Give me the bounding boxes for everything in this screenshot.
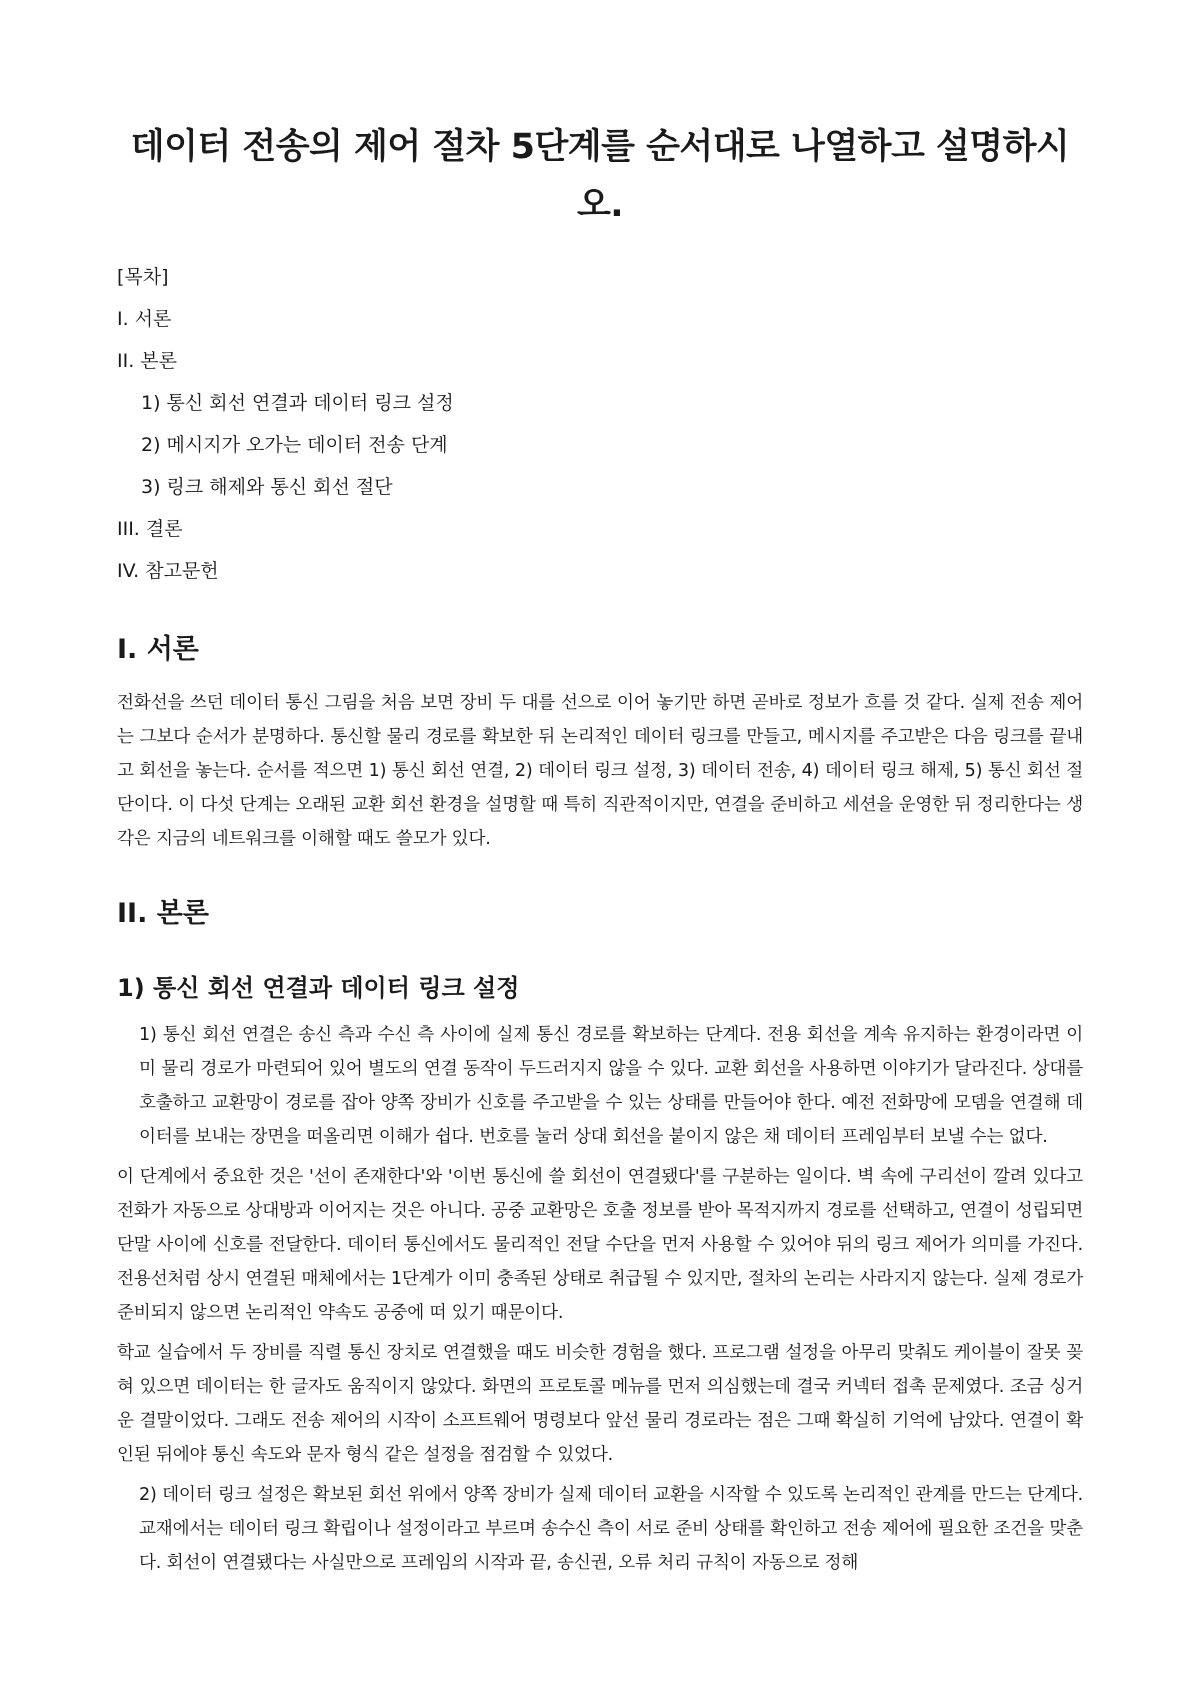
- toc-subitem: 3) 링크 해제와 통신 회선 절단: [141, 476, 393, 498]
- toc-item: III. 결론: [117, 518, 183, 540]
- body-paragraph: 1) 통신 회선 연결은 송신 측과 수신 측 사이에 실제 통신 경로를 확보하는 단계다. 전용 회선을 계속 유지하는 환경이라면 이미 물리 경로가 마련되어 있어 별도의 연결 동작이 두드러지지 않을 수 있다. 교환 회선을 사용하면 이야기가 달라진다. 상대를 호출하고 교환망이 경로를 잡아 양쪽 장비가 신호를 주고받을 수 있는 상태를 만들어야 한다. 예전 전화망에 모뎀을 연결해 데이터를 보내는 장면을 떠올리면 이해가 쉽다. 번호를 눌러 상대 회선을 붙이지 않은 채 데이터 프레임부터 보낼 수는 없다.: [139, 1025, 1083, 1147]
- section-heading: 1) 통신 회선 연결과 데이터 링크 설정: [117, 974, 520, 1002]
- body-paragraph: 이 단계에서 중요한 것은 '선이 존재한다'와 '이번 통신에 쓸 회선이 연결됐다'를 구분하는 일이다. 벽 속에 구리선이 깔려 있다고 전화가 자동으로 상대방과 이어지는 것은 아니다. 공중 교환망은 호출 정보를 받아 목적지까지 경로를 선택하고, 연결이 성립되면 단말 사이에 신호를 전달한다. 데이터 통신에서도 물리적인 전달 수단을 먼저 사용할 수 있어야 뒤의 링크 제어가 의미를 가진다. 전용선처럼 상시 연결된 매체에서는 1단계가 이미 충족된 상태로 취급될 수 있지만, 절차의 논리는 사라지지 않는다. 실제 경로가 준비되지 않으면 논리적인 약속도 공중에 떠 있기 때문이다.: [117, 1167, 1083, 1323]
- intro-paragraph: 전화선을 쓰던 데이터 통신 그림을 처음 보면 장비 두 대를 선으로 이어 놓기만 하면 곧바로 정보가 흐를 것 같다. 실제 전송 제어는 그보다 순서가 분명하다. 통신할 물리 경로를 확보한 뒤 논리적인 데이터 링크를 만들고, 메시지를 주고받은 다음 링크를 끝내고 회선을 놓는다. 순서를 적으면 1) 통신 회선 연결, 2) 데이터 링크 설정, 3) 데이터 전송, 4) 데이터 링크 해제, 5) 통신 회선 절단이다. 이 다섯 단계는 오래된 교환 회선 환경을 설명할 때 특히 직관적이지만, 연결을 준비하고 세션을 운영한 뒤 정리한다는 생각은 지금의 네트워크를 이해할 때도 쓸모가 있다.: [117, 693, 1083, 849]
- body-paragraph: 학교 실습에서 두 장비를 직렬 통신 장치로 연결했을 때도 비슷한 경험을 했다. 프로그램 설정을 아무리 맞춰도 케이블이 잘못 꽂혀 있으면 데이터는 한 글자도 움직이지 않았다. 화면의 프로토콜 메뉴를 먼저 의심했는데 결국 커넥터 접촉 문제였다. 조금 싱거운 결말이었다. 그래도 전송 제어의 시작이 소프트웨어 명령보다 앞선 물리 경로라는 점은 그때 확실히 기억에 남았다. 연결이 확인된 뒤에야 통신 속도와 문자 형식 같은 설정을 점검할 수 있었다.: [117, 1343, 1083, 1465]
- toc-subitem: 2) 메시지가 오가는 데이터 전송 단계: [141, 434, 448, 456]
- table-of-contents: [117, 256, 1083, 592]
- toc-heading: [목차]: [117, 266, 169, 288]
- toc-item: II. 본론: [117, 350, 177, 372]
- toc-item: I. 서론: [117, 308, 172, 330]
- intro-heading: I. 서론: [117, 634, 199, 665]
- document-title: 데이터 전송의 제어 절차 5단계를 순서대로 나열하고 설명하시오.: [130, 127, 1070, 225]
- document-page: [117, 0, 1083, 1586]
- body-paragraph: 2) 데이터 링크 설정은 확보된 회선 위에서 양쪽 장비가 실제 데이터 교환을 시작할 수 있도록 논리적인 관계를 만드는 단계다. 교재에서는 데이터 링크 확립이나 설정이라고 부르며 송수신 측이 서로 준비 상태를 확인하고 전송 제어에 필요한 조건을 맞춘다. 회선이 연결됐다는 사실만으로 프레임의 시작과 끝, 송신권, 오류 처리 규칙이 자동으로 정해: [139, 1485, 1083, 1573]
- toc-item: IV. 참고문헌: [117, 560, 219, 582]
- toc-subitem: 1) 통신 회선 연결과 데이터 링크 설정: [141, 392, 454, 414]
- body-heading: II. 본론: [117, 898, 209, 929]
